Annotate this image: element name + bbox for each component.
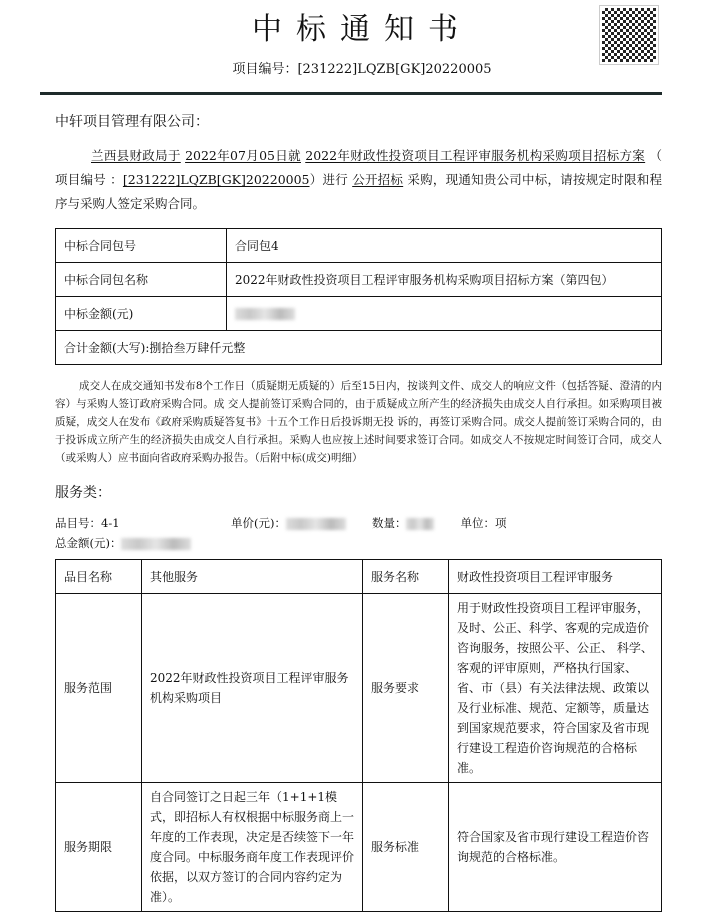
section-heading: 服务类： (55, 485, 111, 501)
cell-value: 合同包4 (227, 229, 662, 263)
unit-price (231, 515, 346, 531)
cell-label: 中标金额(元) (56, 297, 227, 331)
cell: 符合国家及省市现行建设工程造价咨询规范的合格标准。 (449, 783, 662, 912)
project-number: 项目编号：[231222]LQZB[GK]20220005 (232, 62, 492, 77)
award-table (55, 228, 662, 365)
redacted-value (406, 518, 434, 530)
project-code: [231222]LQZB[GK]20220005 (122, 172, 310, 187)
recipient: 中轩项目管理有限公司： (55, 114, 209, 130)
table-row (56, 229, 662, 263)
buyer: 兰西县财政局于 (91, 148, 181, 163)
cell: 服务要求 (363, 594, 449, 783)
redacted-value (286, 518, 346, 530)
table-row (56, 594, 662, 783)
text: 采购，现通知贵公司中标，请按规定时限和程序与采购人签定采购合同。 (55, 172, 662, 211)
redacted-value (121, 538, 191, 550)
cell-label: 中标合同包号 (56, 229, 227, 263)
total-amount (55, 535, 191, 551)
cell: 服务标准 (363, 783, 449, 912)
text: （ 项目编号 ： (55, 148, 662, 187)
label: 单价(元)： (231, 516, 286, 530)
cell-value: 2022年财政性投资项目工程评审服务机构采购项目招标方案（第四包） (227, 263, 662, 297)
unit: 单位：项 (460, 516, 507, 530)
table-row (56, 331, 662, 365)
date: 2022年07月05日就 (185, 148, 301, 163)
cell: 自合同签订之日起三年（1+1+1模式，即招标人有权根据中标服务商上一年度的工作表现，决定是否续签下一年度合同。中标服务商年度工作表现评价依据，以双方签订的合同内容约定为准）。 (142, 783, 363, 912)
text: ）进行 (309, 172, 348, 187)
total-uppercase: 合计金额(大写):捌拾叁万肆仟元整 (56, 331, 662, 365)
page-title: 中标通知书 (252, 12, 472, 47)
table-row (56, 297, 662, 331)
table-header (56, 560, 662, 594)
header-cell: 服务名称 (363, 560, 449, 594)
redacted-amount (235, 308, 295, 320)
service-table (55, 559, 662, 912)
table-row (56, 263, 662, 297)
header-cell: 其他服务 (142, 560, 363, 594)
method: 公开招标 (352, 172, 404, 187)
item-line (55, 515, 662, 551)
document-body (55, 112, 662, 912)
header-cell: 财政性投资项目工程评审服务 (449, 560, 662, 594)
notice-paragraph: 成交人在成交通知书发布8个工作日（质疑期无质疑的）后至15日内，按谈判文件、成交人的响应文件（包括答疑、澄清的内容）与采购人签订政府采购合同。成 交人提前签订采购合同的，由于质疑成立所产生的经济损失由成交人自行承担。如采购项目被质疑，成交人在发布《政府采购质疑答复书》十五个工作日后投诉期无投 诉的，再签订采购合同。成交人提前签订采购合同的，由于投诉成立所产生的经济损失由成交人自行承担。采购人也应按上述时间要求签订合同。如成交人不按规定时间签订合同，成交人（或采购人）应书面向省政府采购办报告。（后附中标(成交)明细） (55, 380, 662, 464)
intro-paragraph (55, 144, 662, 216)
item-number: 品目号：4-1 (55, 516, 120, 530)
header-cell: 品目名称 (56, 560, 142, 594)
label: 总金额(元)： (55, 536, 122, 550)
cell: 用于财政性投资项目工程评审服务，及时、公正、科学、客观的完成造价咨询服务，按照公平、公正、 科学、客观的评审原则，严格执行国家、省、市（县）有关法律法规、政策以及行业标准、规范、定额等，质量达到国家规范要求，符合国家及省市现行建设工程造价咨询规范的合格标准。 (449, 594, 662, 783)
label: 数量： (371, 516, 407, 530)
qr-code-icon (600, 6, 658, 64)
quantity (372, 515, 435, 531)
cell-value-redacted (227, 297, 662, 331)
cell: 服务期限 (56, 783, 142, 912)
cell: 服务范围 (56, 594, 142, 783)
cell-label: 中标合同包名称 (56, 263, 227, 297)
table-row (56, 783, 662, 912)
cell: 2022年财政性投资项目工程评审服务机构采购项目 (142, 594, 363, 783)
divider (40, 92, 662, 95)
project-name: 2022年财政性投资项目工程评审服务机构采购项目招标方案 (305, 148, 646, 163)
